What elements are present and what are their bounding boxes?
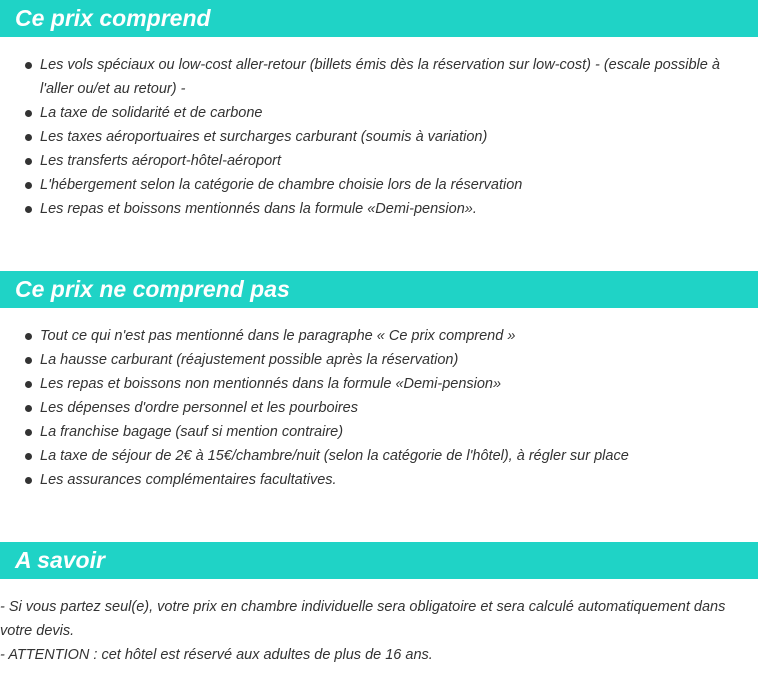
bullet-icon xyxy=(25,429,32,436)
included-list xyxy=(0,53,740,221)
bullet-icon xyxy=(25,357,32,364)
list-item-text: Les repas et boissons non mentionnés dans la formule «Demi-pension» xyxy=(40,376,502,392)
list-item-text: La hausse carburant (réajustement possible après la réservation) xyxy=(40,352,459,368)
section-header-info xyxy=(0,542,758,579)
list-item xyxy=(0,101,740,125)
list-item xyxy=(0,53,740,101)
bullet-icon xyxy=(25,405,32,412)
excluded-list xyxy=(0,324,740,492)
list-item xyxy=(0,125,740,149)
list-item-text: Les assurances complémentaires facultatives. xyxy=(40,472,337,488)
section-title-info: A savoir xyxy=(15,547,105,573)
section-header-excluded xyxy=(0,271,758,308)
list-item xyxy=(0,324,740,348)
bullet-icon xyxy=(25,134,32,141)
bullet-icon xyxy=(25,206,32,213)
info-paragraph-single: - Si vous partez seul(e), votre prix en chambre individuelle sera obligatoire et sera calculé automatiquement dans votre devis. xyxy=(0,599,726,639)
list-item-text: L'hébergement selon la catégorie de chambre choisie lors de la réservation xyxy=(40,177,523,193)
list-item xyxy=(0,173,740,197)
list-item-text: La franchise bagage (sauf si mention contraire) xyxy=(40,424,344,440)
info-text xyxy=(0,595,756,667)
section-title-included: Ce prix comprend xyxy=(15,5,211,31)
list-item-text: Tout ce qui n'est pas mentionné dans le paragraphe « Ce prix comprend » xyxy=(40,328,516,344)
list-item xyxy=(0,420,740,444)
bullet-icon xyxy=(25,333,32,340)
list-item-text: Les vols spéciaux ou low-cost aller-retour (billets émis dès la réservation sur low-cost) - (escale possible à l'aller ou/et au retour) - xyxy=(40,57,720,97)
list-item-text: Les repas et boissons mentionnés dans la formule «Demi-pension». xyxy=(40,201,477,217)
bullet-icon xyxy=(25,158,32,165)
list-item xyxy=(0,197,740,221)
list-item xyxy=(0,468,740,492)
bullet-icon xyxy=(25,381,32,388)
list-item xyxy=(0,444,740,468)
list-item xyxy=(0,149,740,173)
bullet-icon xyxy=(25,110,32,117)
bullet-icon xyxy=(25,477,32,484)
bullet-icon xyxy=(25,62,32,69)
list-item-text: Les transferts aéroport-hôtel-aéroport xyxy=(40,153,281,169)
section-header-included xyxy=(0,0,758,37)
list-item-text: La taxe de solidarité et de carbone xyxy=(40,105,263,121)
list-item xyxy=(0,396,740,420)
list-item xyxy=(0,372,740,396)
bullet-icon xyxy=(25,182,32,189)
list-item xyxy=(0,348,740,372)
list-item-text: Les dépenses d'ordre personnel et les pourboires xyxy=(40,400,358,416)
list-item-text: La taxe de séjour de 2€ à 15€/chambre/nuit (selon la catégorie de l'hôtel), à régler sur place xyxy=(40,448,629,464)
info-paragraph-attention: - ATTENTION : cet hôtel est réservé aux adultes de plus de 16 ans. xyxy=(0,647,433,663)
bullet-icon xyxy=(25,453,32,460)
section-title-excluded: Ce prix ne comprend pas xyxy=(15,276,290,302)
list-item-text: Les taxes aéroportuaires et surcharges carburant (soumis à variation) xyxy=(40,129,488,145)
